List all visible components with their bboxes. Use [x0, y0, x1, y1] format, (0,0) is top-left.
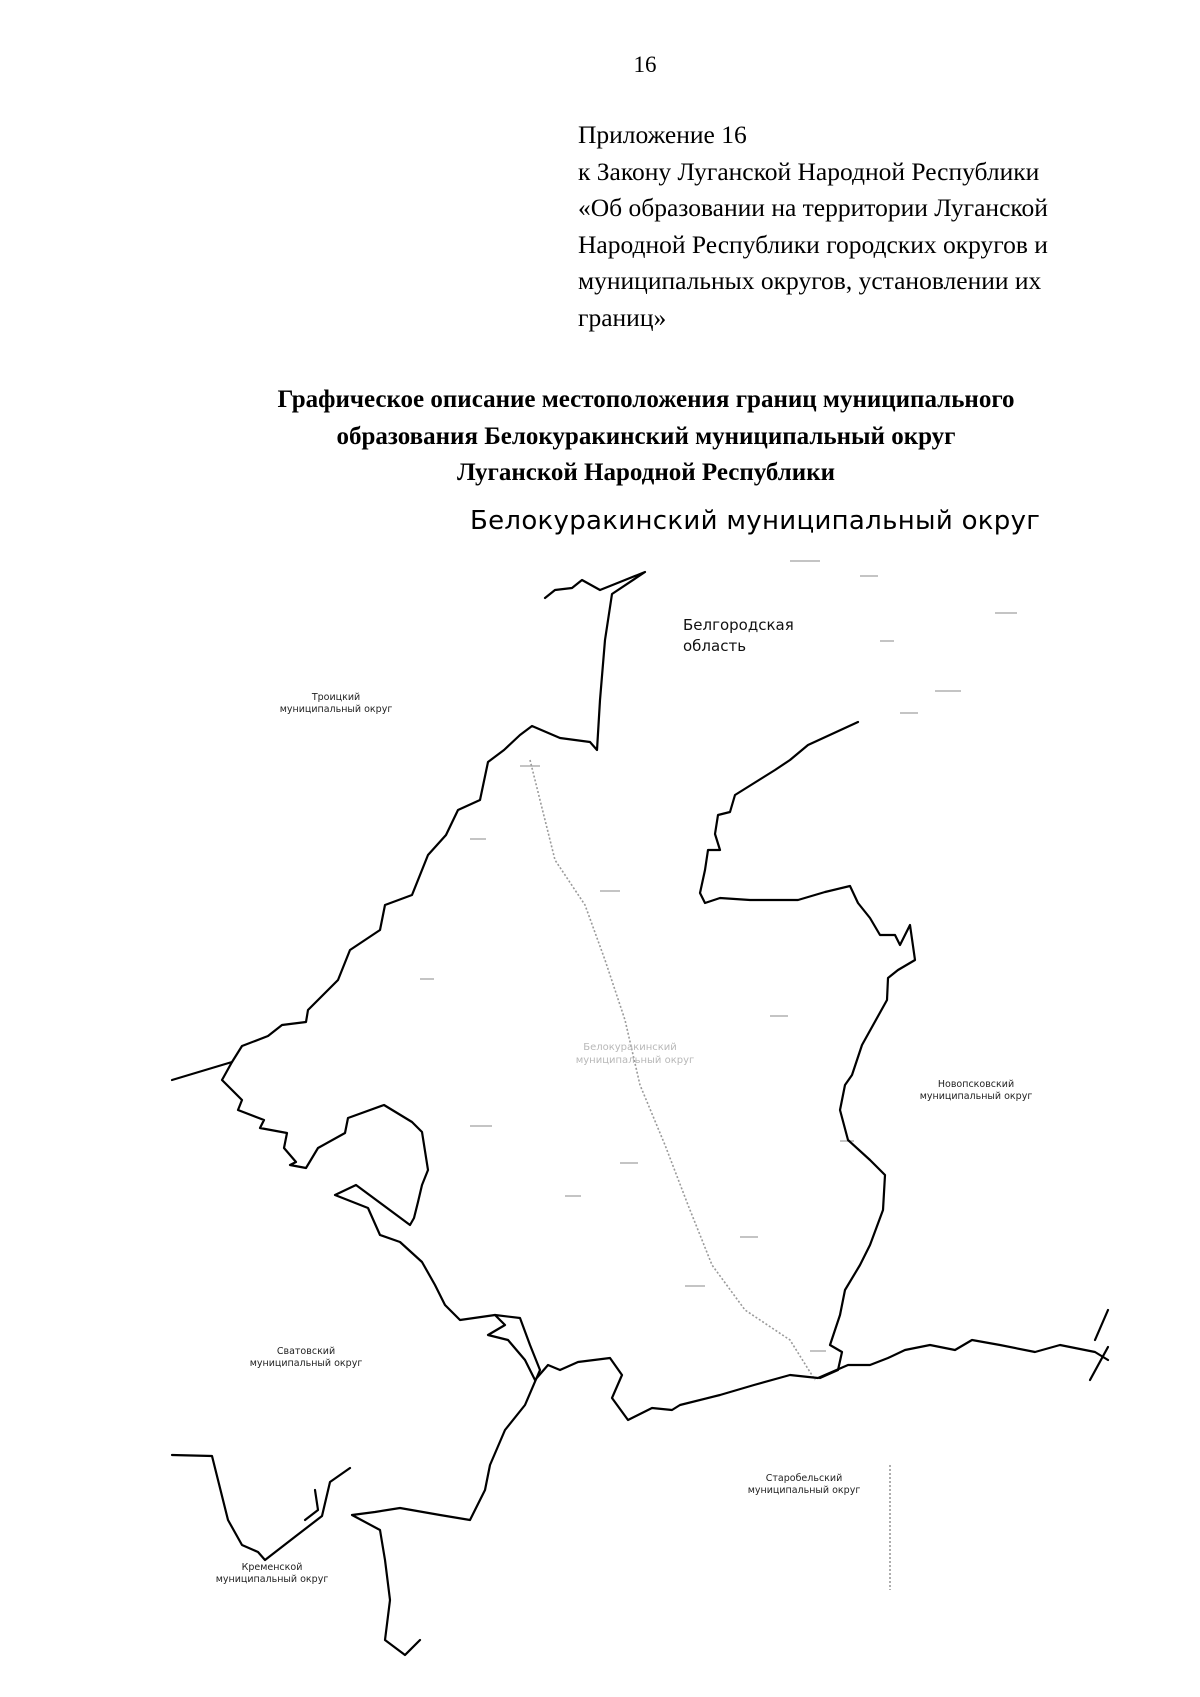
neighbor-boundary-kremensky-b [305, 1490, 318, 1520]
page-number: 16 [633, 52, 657, 77]
label-svatovsky [250, 1346, 363, 1369]
heading-line: образования Белокуракинский муниципальный округ [336, 422, 956, 450]
document-heading [120, 382, 1172, 492]
label-belgorod-line: область [683, 637, 747, 655]
appendix-line: Приложение 16 [578, 120, 747, 149]
label-center-faint [576, 1042, 695, 1066]
label-starobelsky-line: муниципальный округ [747, 1485, 861, 1496]
label-troitsky [280, 692, 393, 715]
label-starobelsky [748, 1473, 861, 1496]
appendix-line: «Об образовании на территории Луганской [578, 193, 1048, 223]
neighbor-boundary-sw [352, 1315, 540, 1655]
label-novopskovsky-line: муниципальный округ [919, 1091, 1033, 1102]
label-kremensky [216, 1562, 329, 1585]
settlement-specks [420, 560, 1017, 1352]
label-novopskovsky [920, 1079, 1033, 1102]
label-center-faint-line: Белокуракинский [583, 1042, 677, 1053]
neighbor-boundary-kremensky [172, 1455, 350, 1560]
label-svatovsky-line: муниципальный округ [249, 1358, 363, 1369]
heading-line: Графическое описание местоположения границ муниципального [277, 386, 1015, 413]
road-line [530, 760, 815, 1380]
heading-line: Луганской Народной Республики [456, 459, 836, 486]
label-novopskovsky-line: Новопсковский [937, 1079, 1015, 1090]
appendix-line: границ» [578, 302, 667, 332]
label-belgorod-line: Белгородская [683, 616, 794, 634]
label-starobelsky-line: Старобельский [765, 1473, 843, 1484]
label-troitsky-line: Троицкий [311, 692, 361, 703]
map-title: Белокуракинский муниципальный округ [470, 506, 1041, 536]
label-belgorod [683, 616, 794, 655]
label-troitsky-line: муниципальный округ [279, 704, 393, 715]
label-center-faint-line: муниципальный округ [575, 1055, 695, 1066]
appendix-line: Народной Республики городских округов и [578, 229, 1048, 259]
district-boundary-east [700, 722, 915, 1378]
appendix-line: к Закону Луганской Народной Республики [578, 156, 1040, 186]
label-kremensky-line: Кременской [241, 1562, 303, 1573]
appendix-block [578, 117, 1138, 337]
district-boundary-map [0, 540, 1200, 1697]
label-kremensky-line: муниципальный округ [215, 1574, 329, 1585]
appendix-line: муниципальных округов, установлении их [578, 266, 1042, 296]
label-svatovsky-line: Сватовский [276, 1346, 336, 1357]
